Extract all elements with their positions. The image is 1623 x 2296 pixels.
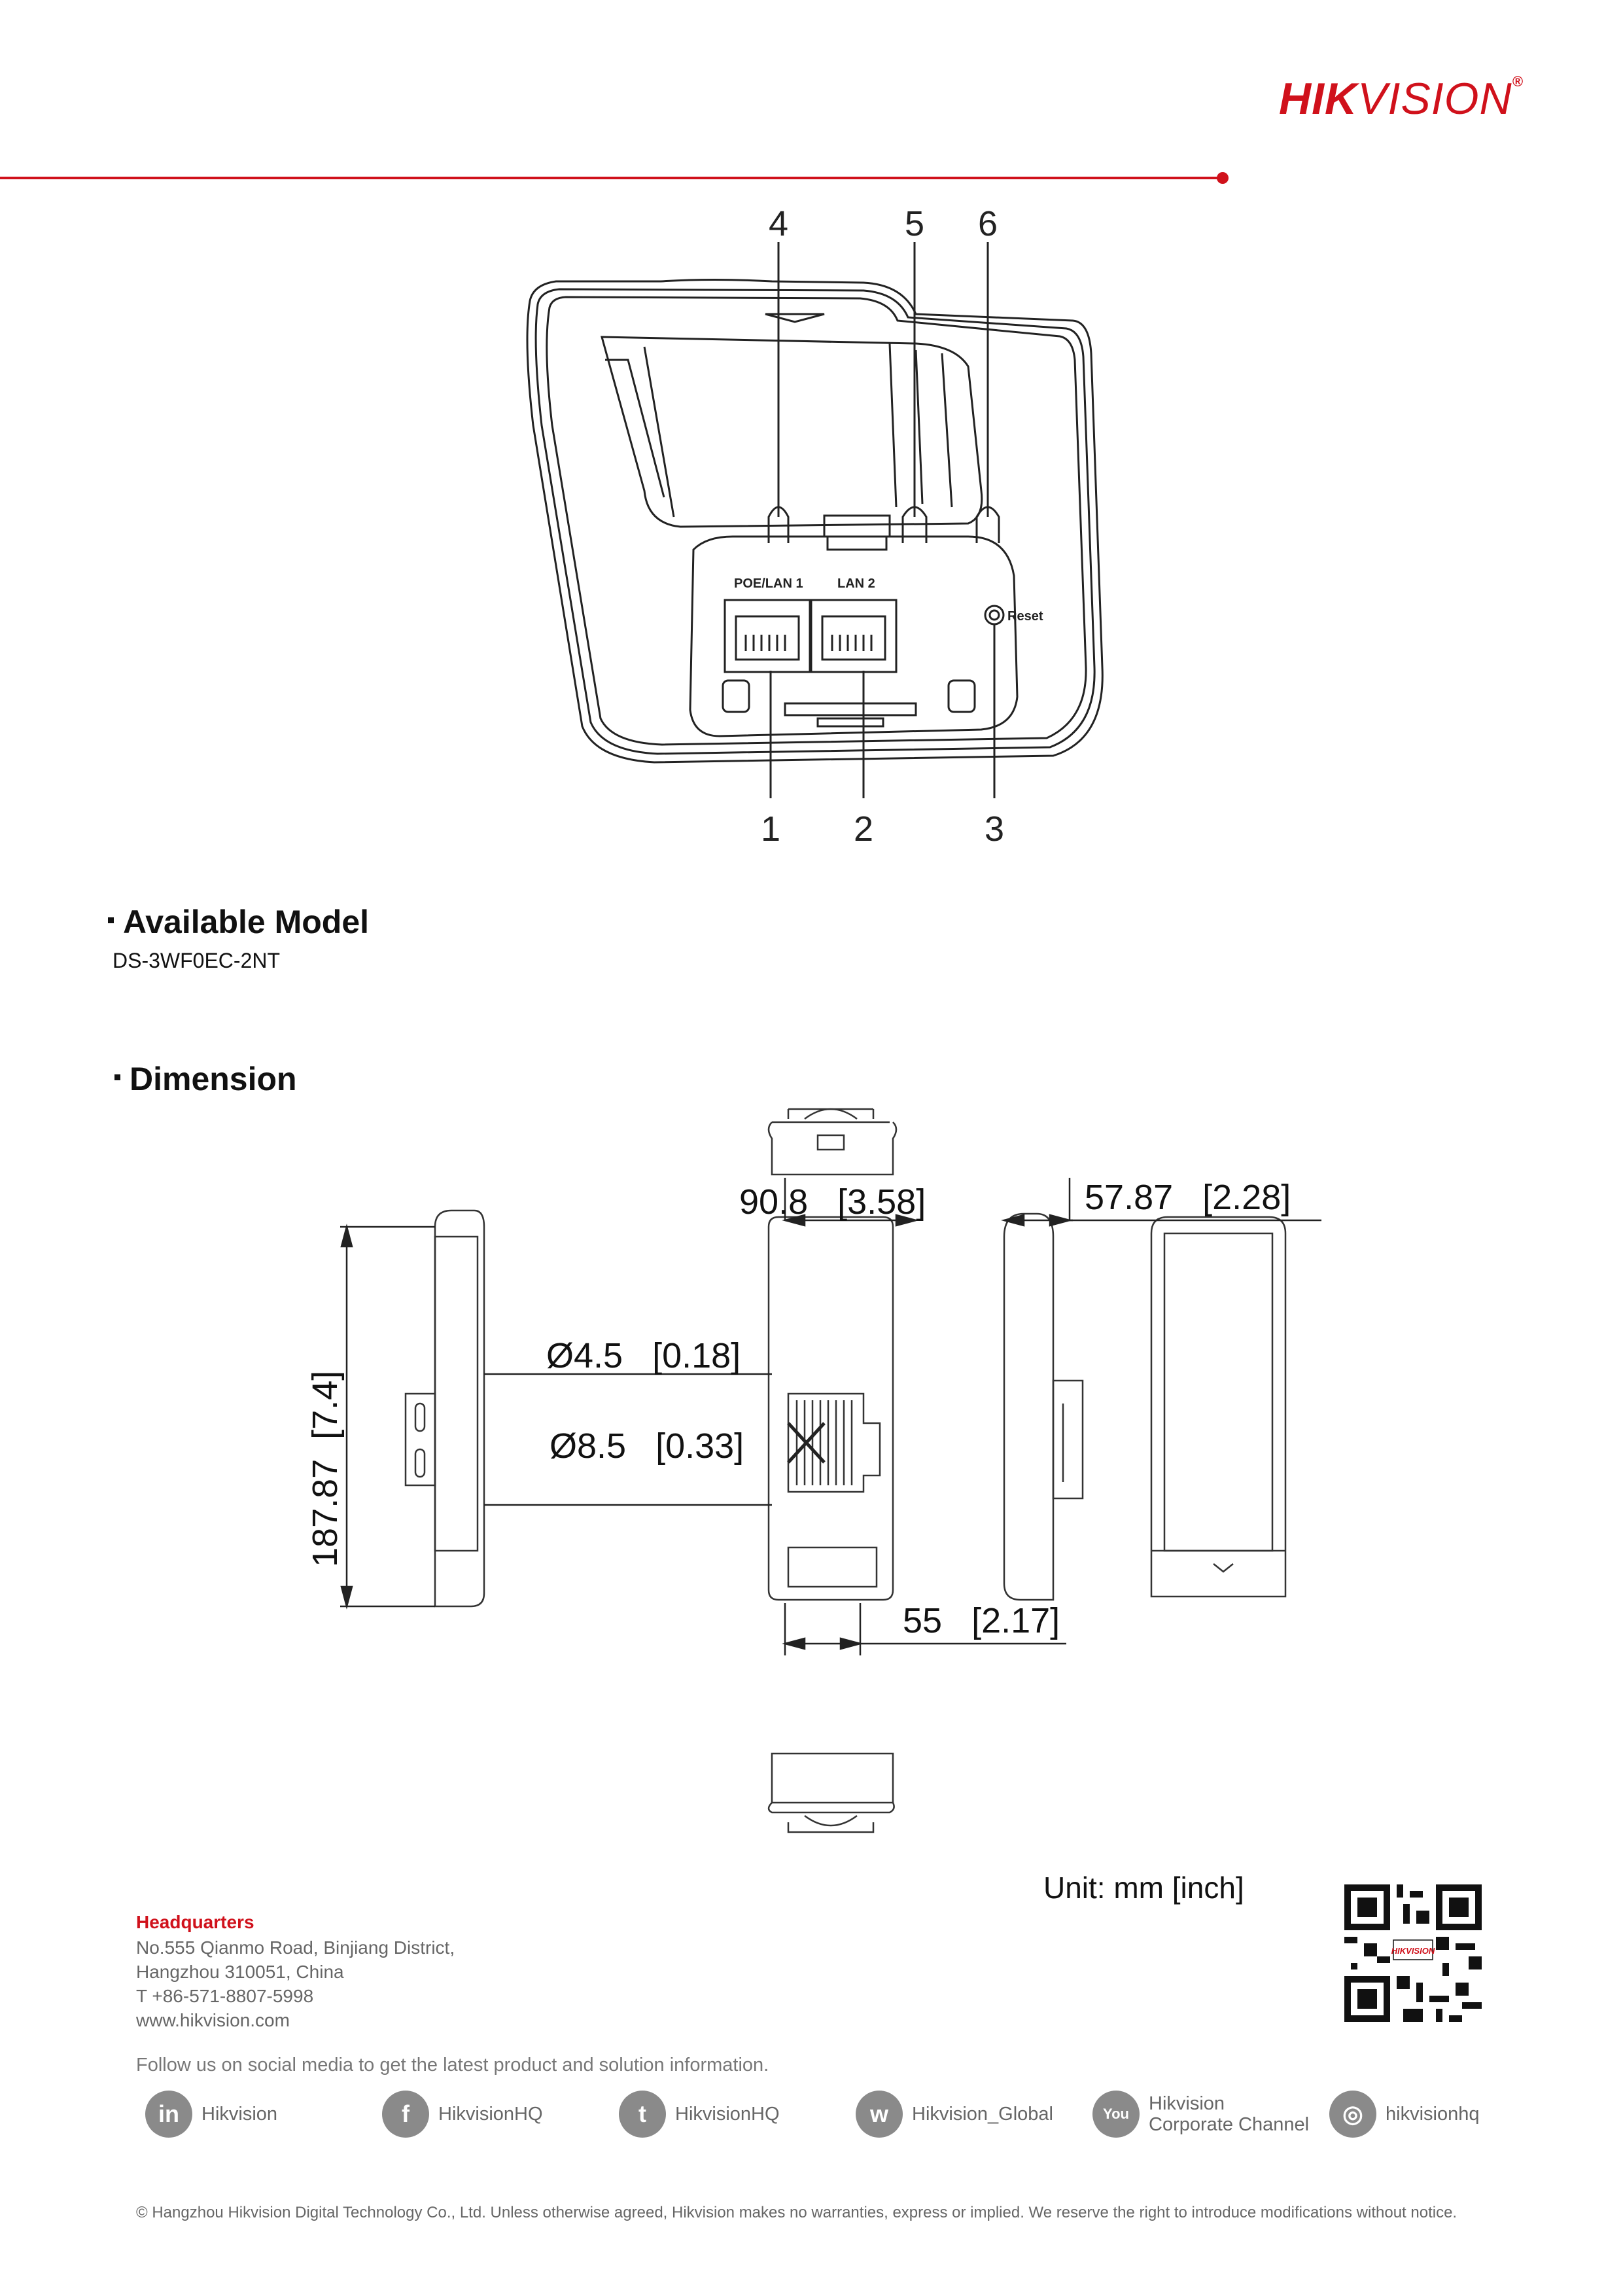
social-label: Hikvision_Global bbox=[912, 2104, 1053, 2125]
dimension-width: 90.8 [3.58] bbox=[739, 1182, 926, 1222]
header-divider-dot bbox=[1217, 172, 1229, 184]
callout-3: 3 bbox=[984, 809, 1005, 849]
hikvision-logo: HIKVISION® bbox=[1279, 73, 1524, 124]
available-model-heading: Available Model bbox=[108, 903, 369, 941]
social-twitter[interactable] bbox=[619, 2091, 780, 2138]
dimension-diagram bbox=[288, 1080, 1348, 1884]
port-label-reset: Reset bbox=[1007, 609, 1043, 624]
dimension-hole-large: Ø8.5 [0.33] bbox=[550, 1426, 744, 1466]
social-label: Hikvision Corporate Channel bbox=[1149, 2093, 1310, 2135]
linkedin-icon: in bbox=[145, 2091, 192, 2138]
social-youtube[interactable] bbox=[1092, 2091, 1309, 2138]
wechat-icon: w bbox=[856, 2091, 903, 2138]
callout-2: 2 bbox=[853, 809, 874, 849]
copyright-notice: © Hangzhou Hikvision Digital Technology Co., Ltd. Unless otherwise agreed, Hikvision makes no warranties, express or implied. We reserve the right to introduce modifications without notice. bbox=[136, 2204, 1457, 2221]
social-facebook[interactable] bbox=[382, 2091, 543, 2138]
social-label: HikvisionHQ bbox=[438, 2104, 543, 2125]
social-linkedin[interactable] bbox=[145, 2091, 277, 2138]
dimension-depth: 57.87 [2.28] bbox=[1085, 1178, 1291, 1217]
youtube-icon: You bbox=[1092, 2091, 1140, 2138]
header-divider bbox=[0, 177, 1218, 179]
facebook-icon: f bbox=[382, 2091, 429, 2138]
port-label-poe-lan1: POE/LAN 1 bbox=[734, 576, 803, 591]
dimension-hole-spacing: 55 [2.17] bbox=[903, 1601, 1060, 1640]
social-wechat[interactable] bbox=[856, 2091, 1053, 2138]
follow-note: Follow us on social media to get the latest product and solution information. bbox=[136, 2055, 769, 2075]
callout-5: 5 bbox=[904, 209, 925, 243]
hq-line: No.555 Qianmo Road, Binjiang District, bbox=[136, 1937, 455, 1958]
callout-1: 1 bbox=[760, 809, 781, 849]
rear-view-diagram bbox=[497, 209, 1138, 864]
dimension-height: 187.87 [7.4] bbox=[305, 1370, 345, 1567]
hq-address bbox=[136, 1935, 455, 2032]
qr-code bbox=[1344, 1884, 1482, 2022]
social-label: Hikvision bbox=[201, 2104, 278, 2125]
hq-title: Headquarters bbox=[136, 1912, 254, 1932]
dimension-hole-small: Ø4.5 [0.18] bbox=[546, 1336, 741, 1375]
social-label: HikvisionHQ bbox=[675, 2104, 780, 2125]
social-label: hikvisionhq bbox=[1386, 2104, 1480, 2125]
svg-text:HIKVISION: HIKVISION bbox=[1391, 1946, 1435, 1956]
twitter-icon: t bbox=[619, 2091, 666, 2138]
dimension-heading: Dimension bbox=[114, 1060, 297, 1098]
port-label-lan2: LAN 2 bbox=[837, 576, 875, 591]
model-number: DS-3WF0EC-2NT bbox=[113, 949, 281, 972]
hq-line: Hangzhou 310051, China bbox=[136, 1962, 344, 1982]
instagram-icon: ◎ bbox=[1329, 2091, 1376, 2138]
callout-4: 4 bbox=[768, 209, 789, 243]
hq-website-link[interactable]: www.hikvision.com bbox=[136, 2010, 290, 2030]
callout-6: 6 bbox=[977, 209, 998, 243]
unit-note: Unit: mm [inch] bbox=[1043, 1871, 1244, 1905]
social-instagram[interactable] bbox=[1329, 2091, 1479, 2138]
hq-phone: T +86-571-8807-5998 bbox=[136, 1986, 314, 2006]
